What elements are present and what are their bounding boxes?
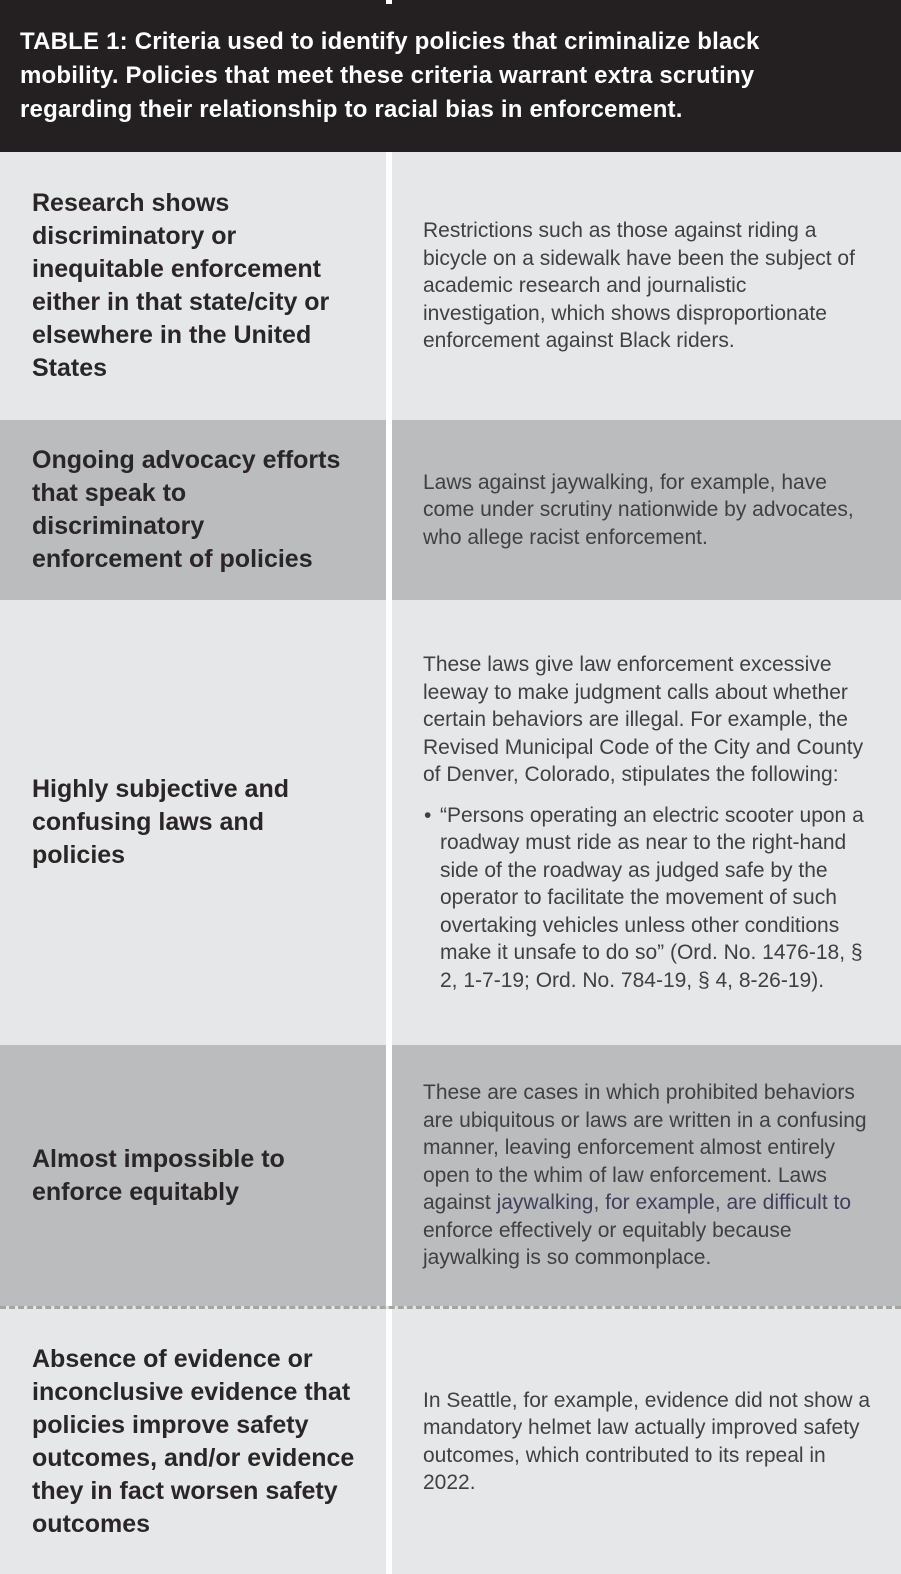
table-row [0, 1306, 901, 1574]
description-bullet [423, 802, 871, 995]
description-cell [392, 152, 901, 420]
criterion-text: Research shows discriminatory or inequitable enforcement either in that state/city or elsewhere in the United States [32, 189, 330, 382]
table-caption [20, 25, 849, 127]
criterion-text: Ongoing advocacy efforts that speak to discriminatory enforcement of policies [32, 446, 341, 573]
description-paragraph [423, 217, 871, 355]
text-segment: Laws against jaywalking, for example, have come under scrutiny nationwide by advocates, who allege racist enforcement. [423, 470, 854, 549]
criterion-cell [0, 152, 386, 420]
text-segment: “Persons operating an electric scooter upon a roadway must ride as near to the right-hand side of the roadway as judged safe by the operator to facilitate the movement of such overtaking vehicles unless other conditions make it unsafe to do so” (Ord. No. 1476-18, § 2, 1-7-19; Ord. No. 784-19, § 4, 8-26-19). [440, 803, 864, 992]
table-body [0, 152, 901, 1574]
description-paragraph [423, 469, 871, 552]
text-segment: In Seattle, for example, evidence did not show a mandatory helmet law actually improved safety outcomes, which contributed to its repeal in 2022. [423, 1388, 871, 1494]
table-row [0, 1045, 901, 1306]
divider-notch [386, 0, 392, 4]
text-segment: These are cases in which prohibited behaviors are ubiquitous or laws are written in a confusing manner, leaving enforcement almost entirely open to the whim of law enforcement. Laws against [423, 1081, 867, 1215]
criterion-text: Highly subjective and confusing laws and policies [32, 775, 290, 869]
table-number-label: TABLE 1: [20, 28, 128, 55]
criterion-text: Almost impossible to enforce equitably [32, 1144, 285, 1206]
criterion-cell [0, 420, 386, 600]
description-paragraph [423, 1079, 871, 1272]
text-segment: Restrictions such as those against riding a bicycle on a sidewalk have been the subject of academic research and journalistic investigation, which shows disproportionate enforcement against Black riders. [423, 219, 855, 353]
description-cell [392, 1309, 901, 1574]
text-segment: These laws give law enforcement excessive leeway to make judgment calls about whether certain behaviors are illegal. For example, the Revised Municipal Code of the City and County of Denver, Colorado, stipulates the following: [423, 653, 864, 786]
table-row [0, 420, 901, 600]
table-caption-text: Criteria used to identify policies that criminalize black mobility. Policies that meet these criteria warrant extra scrutiny regarding their relationship to racial bias in enforcement. [20, 28, 760, 123]
criterion-cell [0, 1309, 386, 1574]
criterion-text: Absence of evidence or inconclusive evidence that policies improve safety outcomes, and/or evidence they in fact worsen safety outcomes [32, 1344, 355, 1538]
text-segment: enforce effectively or equitably because jaywalking is so commonplace. [423, 1218, 792, 1270]
description-paragraph [423, 651, 871, 789]
description-cell [392, 420, 901, 600]
criterion-cell [0, 1045, 386, 1306]
table-header [0, 0, 901, 152]
description-paragraph [423, 1387, 871, 1497]
table-row [0, 600, 901, 1045]
criterion-cell [0, 600, 386, 1045]
jaywalking-link[interactable]: jaywalking, for example, are difficult to [496, 1191, 852, 1215]
table-row [0, 152, 901, 420]
description-cell [392, 600, 901, 1045]
description-cell [392, 1045, 901, 1306]
bullet-icon: • [424, 803, 432, 827]
